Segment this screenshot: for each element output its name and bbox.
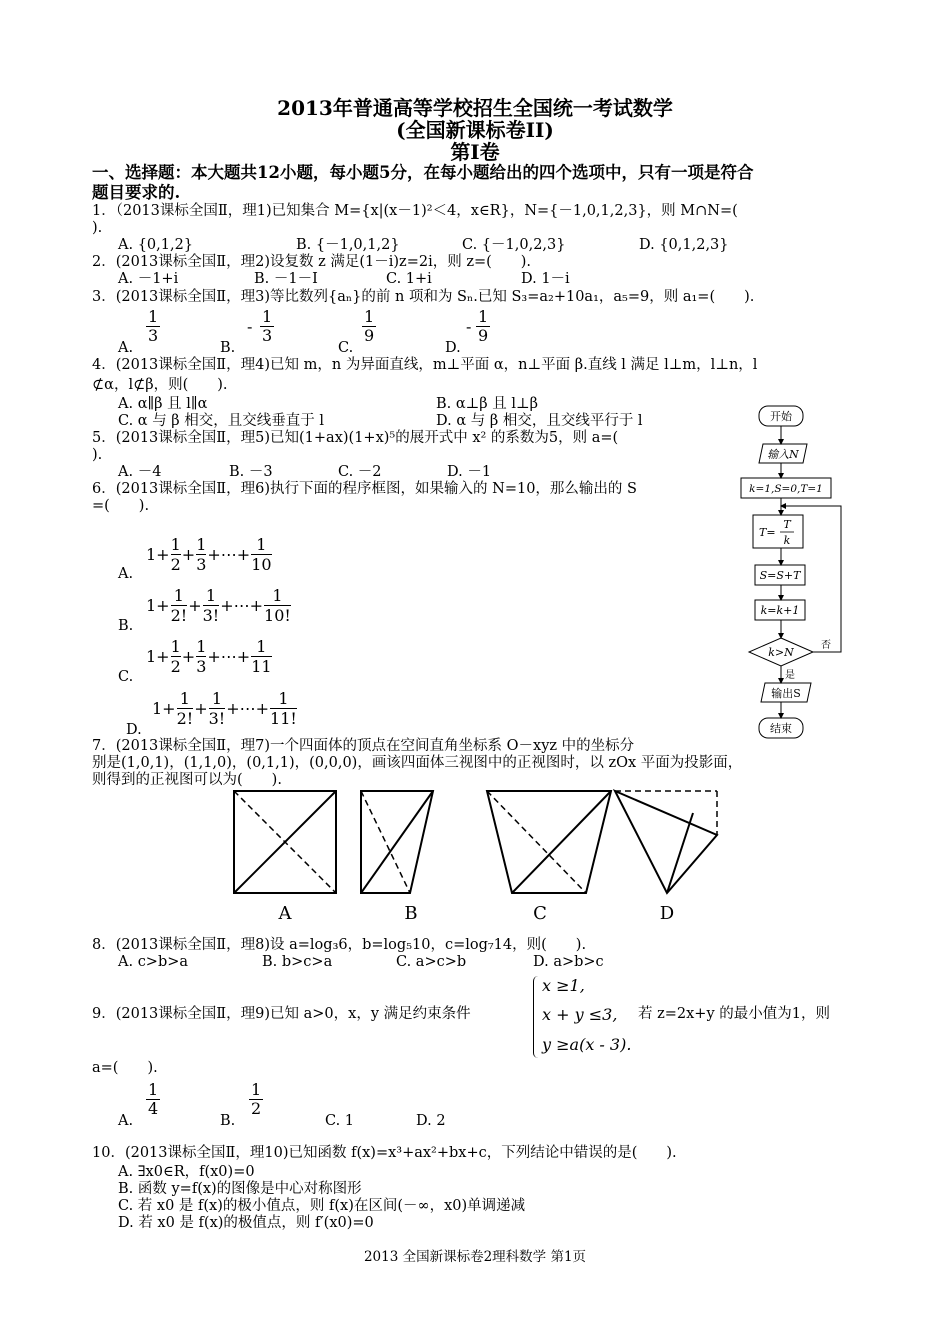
q10-option-a: A. ∃x0∈R，f(x0)=0: [118, 1164, 255, 1180]
flowchart-condition-label: k>N: [768, 646, 794, 659]
q1-option-d: D. {0,1,2,3}: [639, 237, 729, 253]
q9-option-a-fraction: 1 4: [148, 1080, 159, 1118]
q8-option-a: A. c>b>a: [118, 954, 189, 970]
flowchart-k-update-label: k=k+1: [760, 604, 800, 617]
q9-option-b: B.: [220, 1113, 236, 1129]
q8-option-b: B. b>c>a: [262, 954, 333, 970]
q7-view-c-frame: [487, 791, 611, 893]
q8-option-d: D. a>b>c: [533, 954, 604, 970]
flowchart-t-denominator: k: [783, 534, 791, 547]
q1-option-a: A. {0,1,2}: [118, 237, 194, 253]
q3-option-d-sign: -: [466, 317, 472, 336]
q5-option-a: A. －4: [118, 464, 162, 480]
q5-option-d: D. －1: [447, 464, 492, 480]
q7-front-view-options: [225, 785, 735, 925]
q4-option-b: B. α⊥β 且 l⊥β: [436, 396, 539, 412]
q7-label-c: C: [533, 903, 547, 924]
q7-stem-line1: 7．(2013课标全国Ⅱ，理7)一个四面体的顶点在空间直角坐标系 O－xyz 中的坐标分: [92, 738, 635, 754]
program-flowchart: [735, 400, 870, 745]
q3-option-c: C.: [338, 340, 354, 356]
q7-view-c-dashed: [487, 791, 586, 893]
q7-view-d-inner: [667, 813, 693, 893]
q2-stem: 2．(2013课标全国Ⅱ，理2)设复数 z 满足(1－i)z=2i，则 z=( ).: [92, 254, 532, 270]
q9-option-b-fraction: 1 2: [251, 1080, 262, 1118]
q3-option-a-fraction: 1 3: [148, 307, 159, 345]
q8-stem: 8．(2013课标全国Ⅱ，理8)设 a=log₃6，b=log₅10，c=log₇14，则( ).: [92, 937, 587, 953]
q6-option-c: C.: [118, 669, 134, 685]
volume-title: 第Ⅰ卷: [450, 140, 500, 164]
q6-option-b-expression: 1+ 1 2! + 1 3! +⋯+ 1 10!: [146, 586, 291, 625]
flowchart-end-label: 结束: [770, 722, 792, 735]
q6-option-d-expression: 1+ 1 2! + 1 3! +⋯+ 1 11!: [152, 689, 297, 728]
flowchart-output-label: 输出S: [771, 687, 801, 700]
q9-constraint-2: x + y ≤3,: [542, 1005, 618, 1024]
q6-stem-end: =( ).: [92, 498, 150, 514]
q3-stem: 3．(2013课标全国Ⅱ，理3)等比数列{aₙ}的前 n 项和为 Sₙ.已知 S₃=a₂+10a₁，a₅=9，则 a₁=( ).: [92, 289, 755, 305]
section-heading-line2: 题目要求的.: [92, 183, 181, 202]
q9-brace: [533, 976, 538, 1058]
page-footer: 2013 全国新课标卷2理科数学 第1页: [363, 1249, 587, 1265]
q2-option-d: D. 1－i: [521, 271, 570, 287]
flowchart-s-update-label: S=S+T: [759, 569, 801, 582]
q3-option-c-fraction: 1 9: [364, 307, 375, 345]
q5-stem: 5．(2013课标全国Ⅱ，理5)已知(1+ax)(1+x)⁵的展开式中 x² 的系数为5，则 a=(: [92, 430, 619, 446]
q4-option-d: D. α 与 β 相交，且交线平行于 l: [436, 413, 643, 429]
q4-stem-end: ⊄α，l⊄β，则( ).: [92, 377, 228, 393]
q6-stem: 6．(2013课标全国Ⅱ，理6)执行下面的程序框图，如果输入的 N=10，那么输出的 S: [92, 481, 637, 497]
q3-option-a: A.: [118, 340, 134, 356]
q10-stem: 10．(2013课标全国Ⅱ，理10)已知函数 f(x)=x³+ax²+bx+c，下列结论中错误的是( ).: [92, 1145, 677, 1161]
q7-stem-line3: 则得到的正视图可以为( ).: [92, 772, 282, 788]
q7-view-c-diagonal: [512, 791, 611, 893]
q2-option-c: C. 1+i: [386, 271, 432, 287]
q7-stem-line2: 别是(1,0,1)，(1,1,0)，(0,1,1)，(0,0,0)，画该四面体三视图中的正视图时，以 zOx 平面为投影面，: [92, 755, 743, 771]
q1-stem: 1．（2013课标全国Ⅱ，理1)已知集合 M={x|(x－1)²＜4，x∈R}，N={－1,0,1,2,3}，则 M∩N=(: [92, 203, 738, 219]
q8-option-c: C. a>c>b: [396, 954, 467, 970]
q9-stem-cont: 若 z=2x+y 的最小值为1，则: [638, 1006, 830, 1022]
q10-option-c: C. 若 x0 是 f(x)的极小值点，则 f(x)在区间(－∞，x0)单调递减: [118, 1198, 526, 1214]
flowchart-input-label: 输入N: [767, 448, 799, 461]
q5-option-c: C. －2: [338, 464, 382, 480]
section-heading-line1: 一、选择题：本大题共12小题，每小题5分，在每小题给出的四个选项中，只有一项是符合: [92, 163, 754, 182]
q6-option-b: B.: [118, 618, 134, 634]
q6-option-a: A.: [118, 566, 134, 582]
q10-option-b: B. 函数 y=f(x)的图像是中心对称图形: [118, 1181, 362, 1197]
q7-label-b: B: [404, 903, 418, 924]
q4-option-c: C. α 与 β 相交，且交线垂直于 l: [118, 413, 325, 429]
q9-stem-end: a=( ).: [92, 1060, 158, 1076]
q7-label-d: D: [659, 903, 675, 924]
q6-option-d: D.: [126, 722, 142, 738]
q9-stem: 9．(2013课标全国Ⅱ，理9)已知 a>0，x，y 满足约束条件: [92, 1006, 471, 1022]
q1-stem-end: ).: [92, 220, 103, 236]
q5-stem-end: ).: [92, 447, 103, 463]
q3-option-d: D.: [445, 340, 461, 356]
q9-constraint-1: x ≥1,: [542, 976, 585, 995]
q2-option-a: A. －1+i: [118, 271, 179, 287]
flowchart-t-lhs: T=: [759, 526, 776, 539]
q4-stem: 4．(2013课标全国Ⅱ，理4)已知 m，n 为异面直线，m⊥平面 α，n⊥平面 β.直线 l 满足 l⊥m，l⊥n，l: [92, 357, 758, 373]
q3-option-d-fraction: 1 9: [478, 307, 489, 345]
q6-option-a-expression: 1+ 1 2 + 1 3 +⋯+ 1 10: [146, 535, 272, 574]
q9-constraint-3: y ≥a(x - 3).: [542, 1035, 632, 1054]
q9-option-a: A.: [118, 1113, 134, 1129]
q6-option-c-expression: 1+ 1 2 + 1 3 +⋯+ 1 11: [146, 637, 272, 676]
q3-option-b-fraction: 1 3: [262, 307, 273, 345]
flowchart-init-label: k=1,S=0,T=1: [749, 483, 823, 495]
q10-option-d: D. 若 x0 是 f(x)的极值点，则 f′(x0)=0: [118, 1215, 374, 1231]
q5-option-b: B. －3: [229, 464, 273, 480]
q7-view-d-frame: [615, 791, 717, 893]
q9-option-d: D. 2: [416, 1113, 446, 1129]
flowchart-yes-label: 是: [785, 670, 795, 681]
q1-option-b: B. {－1,0,1,2}: [296, 237, 400, 253]
paper-subtitle: (全国新课标卷II): [396, 118, 554, 142]
q1-option-c: C. {－1,0,2,3}: [462, 237, 566, 253]
flowchart-t-numerator: T: [783, 518, 791, 531]
flowchart-no-label: 否: [821, 640, 831, 651]
paper-title: 2013年普通高等学校招生全国统一考试数学: [277, 96, 673, 120]
q7-label-a: A: [278, 903, 292, 924]
q3-option-b: B.: [220, 340, 236, 356]
flowchart-start-label: 开始: [770, 410, 792, 423]
q7-view-b-dashed: [361, 791, 410, 893]
q4-option-a: A. α∥β 且 l∥α: [118, 396, 208, 412]
q2-option-b: B. －1－I: [254, 271, 318, 287]
q9-option-c: C. 1: [325, 1113, 355, 1129]
q3-option-b-sign: -: [247, 317, 253, 336]
